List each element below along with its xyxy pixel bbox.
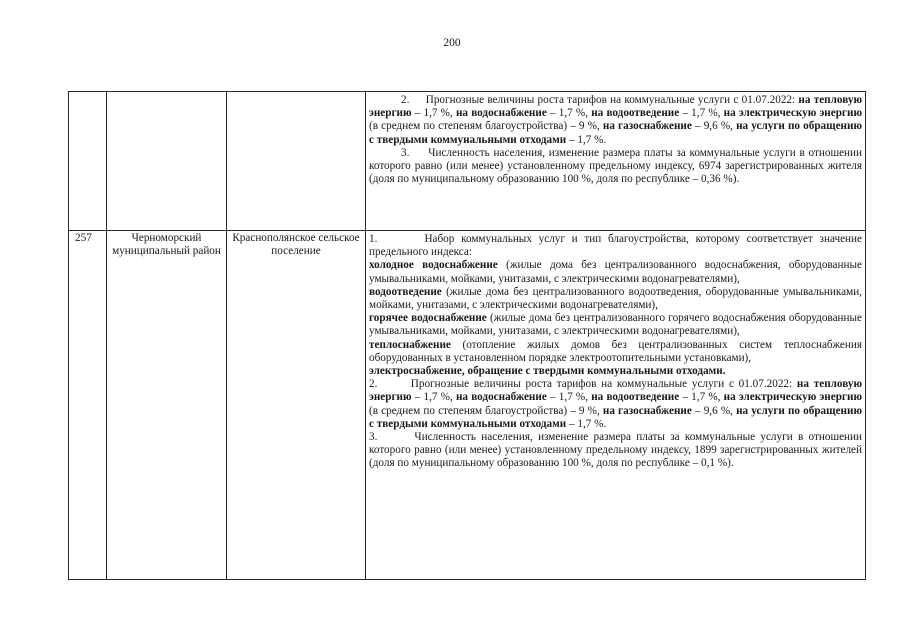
tariff-growth-paragraph: 2. Прогнозные величины роста тарифов на коммунальные услуги с 01.07.2022: на тепловую энергию – 1,7 %, на водоснабжение – 1,7 %, на водоотведение – 1,7 %, на электрическую энергию (в среднем по степеням благоустройства) – 9 %, на газоснабжение – 9,6 %, на услуги по обращению с твердыми коммунальными отходами – 1,7 %. — [369, 378, 863, 430]
service-item: горячее водоснабжение (жилые дома без централизованного горячего водоснабжения оборудованные умывальниками, мойками, унитазами, с электрическими водонагревателями), — [369, 312, 862, 338]
service-item: холодное водоснабжение (жилые дома без централизованного водоснабжения, оборудованные умывальниками, мойками, унитазами, с электрическими водонагревателями), — [369, 259, 862, 285]
population-paragraph: 3. Численность населения, изменение размера платы за коммунальные услуги в отношении которого равно (или менее) установленному предельному индексу, 6974 зарегистрированных жителя (доля по муниципальному образованию 100 %, доля по республике – 0,36 %). — [369, 146, 863, 186]
service-item: теплоснабжение (отопление жилых домов без централизованных систем теплоснабжения оборудованных в установленном порядке электроотопительными установками), — [369, 338, 862, 364]
district-cell — [107, 92, 227, 231]
district-cell: Черноморский муниципальный район — [107, 231, 227, 580]
service-item-last: электроснабжение, обращение с твердыми коммунальными отходами. — [369, 365, 726, 378]
description-cell — [366, 92, 866, 231]
row-index-cell: 257 — [69, 231, 107, 580]
table-row — [69, 231, 866, 580]
page-number: 200 — [443, 37, 461, 49]
settlement-cell: Краснополянское сельское поселение — [227, 231, 366, 580]
tariff-growth-paragraph: 2. Прогнозные величины роста тарифов на коммунальные услуги с 01.07.2022: на тепловую энергию – 1,7 %, на водоснабжение – 1,7 %, на водоотведение – 1,7 %, на электрическую энергию (в среднем по степеням благоустройства) – 9 %, на газоснабжение – 9,6 %, на услуги по обращению с твердыми коммунальными отходами – 1,7 %. — [369, 94, 863, 146]
table-row — [69, 92, 866, 231]
service-item: водоотведение (жилые дома без централизованного водоотведения, оборудованные умывальниками, мойками, унитазами, с электрическими водонагревателями), — [369, 285, 862, 312]
row-index-cell — [69, 92, 107, 231]
service-set-paragraph: 1. Набор коммунальных услуг и тип благоустройства, которому соответствует значение предельного индекса: — [369, 233, 862, 259]
population-paragraph: 3. Численность населения, изменение размера платы за коммунальные услуги в отношении которого равно (или менее) установленному предельному индексу, 1899 зарегистрированных жителей (доля по муниципальному образованию 100 %, доля по республике – 0,1 %). — [369, 431, 862, 470]
description-cell — [366, 231, 866, 580]
tariff-table — [68, 91, 866, 580]
settlement-cell — [227, 92, 366, 231]
